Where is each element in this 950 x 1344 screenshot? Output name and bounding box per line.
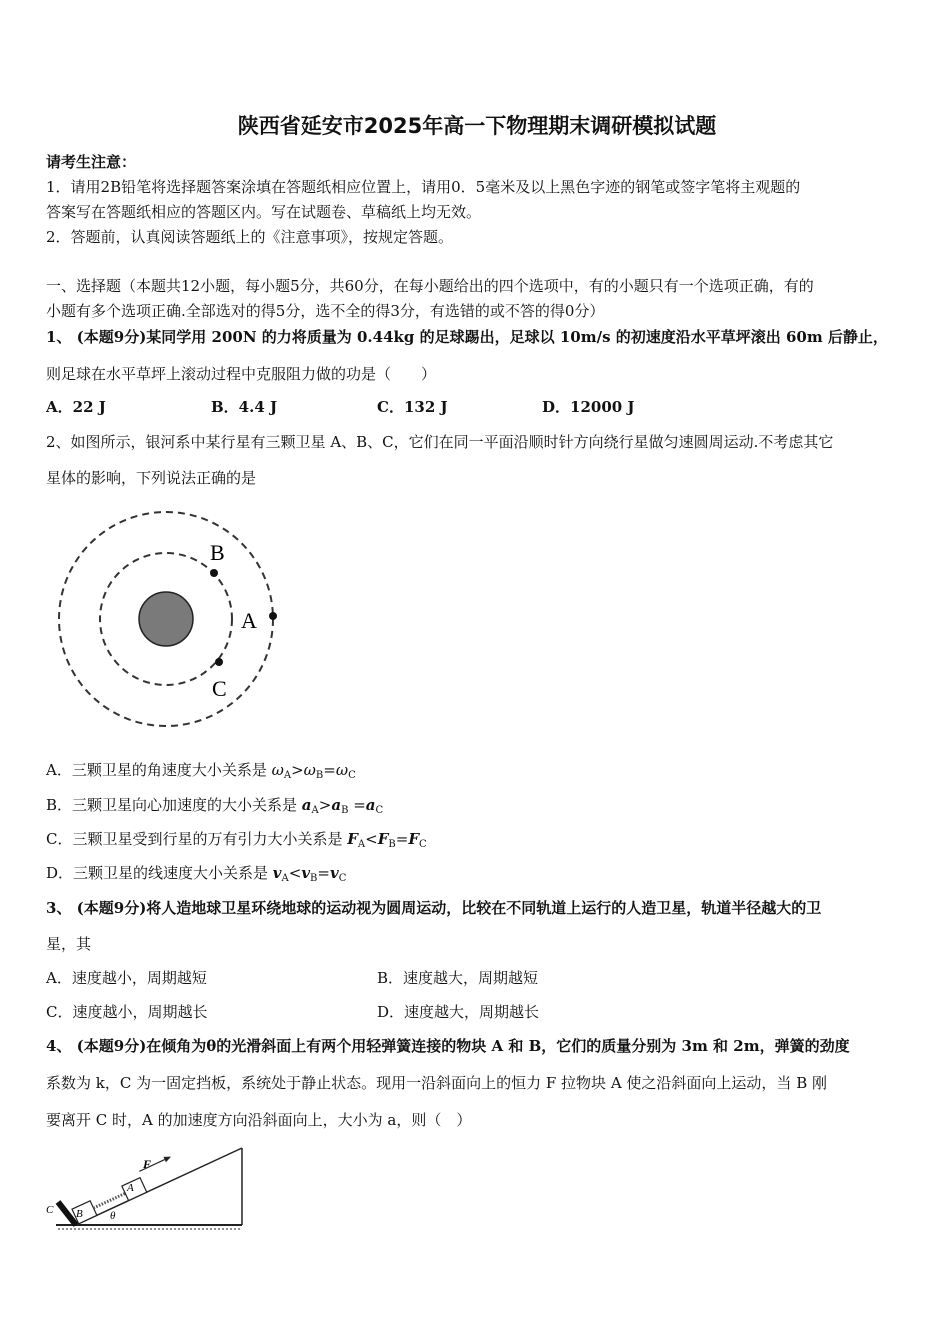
label-a: A xyxy=(241,608,257,633)
spring xyxy=(93,1193,125,1208)
blocks-group xyxy=(68,1154,180,1224)
label-c: C xyxy=(212,676,227,701)
satellite-b xyxy=(210,569,218,577)
q1-stem: 1、 (本题9分)某同学用 200N 的力将质量为 0.44kg 的足球踢出，足球以 10m/s 的初速度沿水平草坪滚出 60m 后静止， xyxy=(46,328,888,346)
q1-option-d: D．12000 J xyxy=(542,398,635,416)
label-theta: θ xyxy=(110,1210,116,1222)
section-instruction-cont: 小题有多个选项正确.全部选对的得5分，选不全的得3分，有选错的或不答的得0分） xyxy=(46,302,605,320)
q1-option-c: C．132 J xyxy=(377,398,448,416)
label-a-block: A xyxy=(127,1182,134,1194)
q1-stem-cont: 则足球在水平草坪上滚动过程中克服阻力做的功是（ ） xyxy=(46,365,437,383)
satellite-c xyxy=(215,658,223,666)
notice-item-2: 2．答题前，认真阅读答题纸上的《注意事项》，按规定答题。 xyxy=(46,228,454,246)
label-c-baffle: C xyxy=(46,1204,54,1216)
q4-stem-cont: 系数为 k，C 为一固定挡板，系统处于静止状态。现用一沿斜面向上的恒力 F 拉物块 A 使之沿斜面向上运动，当 B 刚 xyxy=(46,1074,827,1092)
notice-item-1: 1．请用2B铅笔将选择题答案涂填在答题纸相应位置上，请用0．5毫米及以上黑色字迹的钢笔或签字笔将主观题的 xyxy=(46,178,801,196)
notice-item-1-cont: 答案写在答题纸相应的答题区内。写在试题卷、草稿纸上均无效。 xyxy=(46,203,482,221)
q3-option-b: B．速度越大，周期越短 xyxy=(377,969,539,987)
q2-option-d: D．三颗卫星的线速度大小关系是 $v_A<v_B=v_C$ xyxy=(46,864,347,884)
q3-option-c: C．速度越小，周期越长 xyxy=(46,1003,208,1021)
q2-option-b: B．三颗卫星向心加速度的大小关系是 $a_A>a_B =a_C$ xyxy=(46,796,384,816)
q3-stem: 3、 (本题9分)将人造地球卫星环绕地球的运动视为圆周运动，比较在不同轨道上运行的人造卫星，轨道半径越大的卫 xyxy=(46,899,822,917)
incline-surface xyxy=(76,1148,242,1225)
incline-diagram xyxy=(46,1145,246,1235)
planet xyxy=(139,592,193,646)
q2-option-c: C．三颗卫星受到行星的万有引力大小关系是 $F_A<F_B=F_C$ xyxy=(46,830,427,850)
label-b-block: B xyxy=(76,1208,83,1220)
satellite-a xyxy=(269,612,277,620)
label-b: B xyxy=(210,540,225,565)
orbit-diagram xyxy=(56,508,288,730)
section-instruction: 一、选择题（本题共12小题，每小题5分，共60分，在每小题给出的四个选项中，有的小题只有一个选项正确，有的 xyxy=(46,277,814,295)
notice-heading: 请考生注意： xyxy=(46,153,137,171)
force-arrowhead xyxy=(163,1154,172,1162)
q3-option-a: A．速度越小，周期越短 xyxy=(46,969,207,987)
label-f: F xyxy=(143,1157,152,1171)
q2-stem-cont: 星体的影响，下列说法正确的是 xyxy=(46,469,257,487)
block-a xyxy=(122,1178,147,1201)
q3-option-d: D．速度越大，周期越长 xyxy=(377,1003,540,1021)
q2-option-a: A．三颗卫星的角速度大小关系是 $\omega_A>\omega_B=\omega_C$ xyxy=(46,761,356,781)
q1-option-b: B．4.4 J xyxy=(211,398,278,416)
q4-stem-cont-2: 要离开 C 时，A 的加速度方向沿斜面向上，大小为 a，则（ ） xyxy=(46,1111,472,1129)
baffle-c xyxy=(58,1202,76,1225)
q3-stem-cont: 星，其 xyxy=(46,935,92,953)
page-title: 陕西省延安市2025年高一下物理期末调研模拟试题 xyxy=(237,114,717,138)
q4-stem: 4、 (本题9分)在倾角为θ的光滑斜面上有两个用轻弹簧连接的物块 A 和 B，它们的质量分别为 3m 和 2m，弹簧的劲度 xyxy=(46,1037,850,1055)
q1-option-a: A．22 J xyxy=(46,398,106,416)
q2-stem: 2、如图所示，银河系中某行星有三颗卫星 A、B、C，它们在同一平面沿顺时针方向绕行星做匀速圆周运动.不考虑其它 xyxy=(46,433,834,451)
